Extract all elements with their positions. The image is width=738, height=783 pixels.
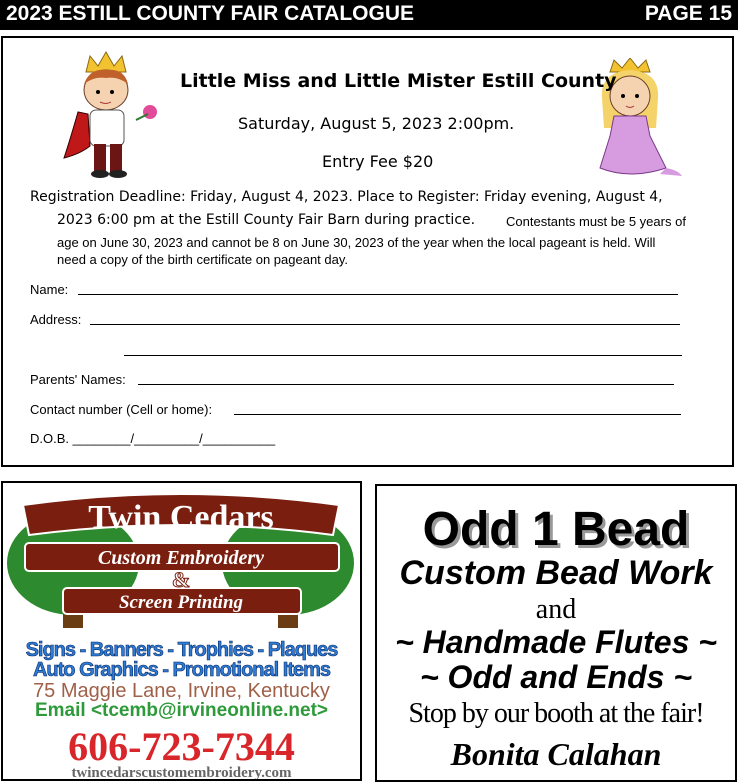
twin-cedars-name: Twin Cedars: [88, 499, 274, 536]
address-label: Address:: [30, 312, 82, 327]
booth-line: Stop by our booth at the fair!: [408, 698, 704, 729]
address-field-2[interactable]: [124, 355, 682, 356]
name-label: Name:: [30, 282, 69, 297]
contact-label: Contact number (Cell or home):: [30, 402, 213, 417]
and-text: and: [535, 594, 577, 625]
entry-fee: Entry Fee $20: [322, 152, 434, 171]
ampersand-text: &: [171, 567, 191, 592]
flutes-line: ~ Handmade Flutes ~: [395, 624, 717, 660]
page-number: PAGE 15: [644, 2, 732, 25]
odd-bead-name: Odd 1 Bead: [422, 503, 690, 556]
registration-line-1: Registration Deadline: Friday, August 4, 2023. Place to Register: Friday evening, August 4,: [30, 189, 663, 205]
parents-label: Parents' Names:: [30, 372, 126, 387]
registration-line-2: 2023 6:00 pm at the Estill County Fair Barn during practice.: [57, 212, 476, 228]
catalogue-title: 2023 ESTILL COUNTY FAIR CATALOGUE: [6, 2, 415, 25]
pageant-title: Little Miss and Little Mister Estill County: [180, 70, 617, 92]
address-field[interactable]: [90, 324, 680, 325]
services-line-2: Auto Graphics - Promotional Items: [32, 659, 331, 681]
parents-field[interactable]: [138, 384, 674, 385]
registration-line-2b: Contestants must be 5 years of: [506, 214, 686, 229]
twin-cedars-ad: [1, 481, 362, 781]
prince-illustration: [60, 50, 170, 180]
twin-cedars-address: 75 Maggie Lane, Irvine, Kentucky: [33, 680, 330, 702]
page-header: [0, 0, 738, 30]
twin-cedars-email[interactable]: Email <tcemb@irvineonline.net>: [34, 700, 329, 721]
contact-field[interactable]: [234, 414, 681, 415]
bead-work-line: Custom Bead Work: [399, 554, 713, 592]
tree-logo: [3, 483, 360, 633]
registration-line-4: need a copy of the birth certificate on pageant day.: [57, 252, 349, 267]
services-line-1: Signs - Banners - Trophies - Plaques: [25, 639, 338, 661]
twin-cedars-phone: 606-723-7344: [68, 724, 295, 769]
twin-cedars-website[interactable]: twincedarscustomembroidery.com: [71, 765, 292, 781]
registration-line-3: age on June 30, 2023 and cannot be 8 on June 30, 2023 of the year when the local pageant is held. Will: [57, 235, 656, 250]
dob-field[interactable]: D.O.B. ________/_________/__________: [30, 431, 276, 446]
pageant-date: Saturday, August 5, 2023 2:00pm.: [238, 114, 515, 133]
name-field[interactable]: [78, 294, 678, 295]
owner-name: Bonita Calahan: [450, 736, 662, 772]
screen-printing-text: Screen Printing: [118, 592, 244, 613]
odd-ends-line: ~ Odd and Ends ~: [419, 659, 693, 695]
odd-bead-ad: [375, 484, 737, 782]
embroidery-text: Custom Embroidery: [97, 547, 265, 569]
